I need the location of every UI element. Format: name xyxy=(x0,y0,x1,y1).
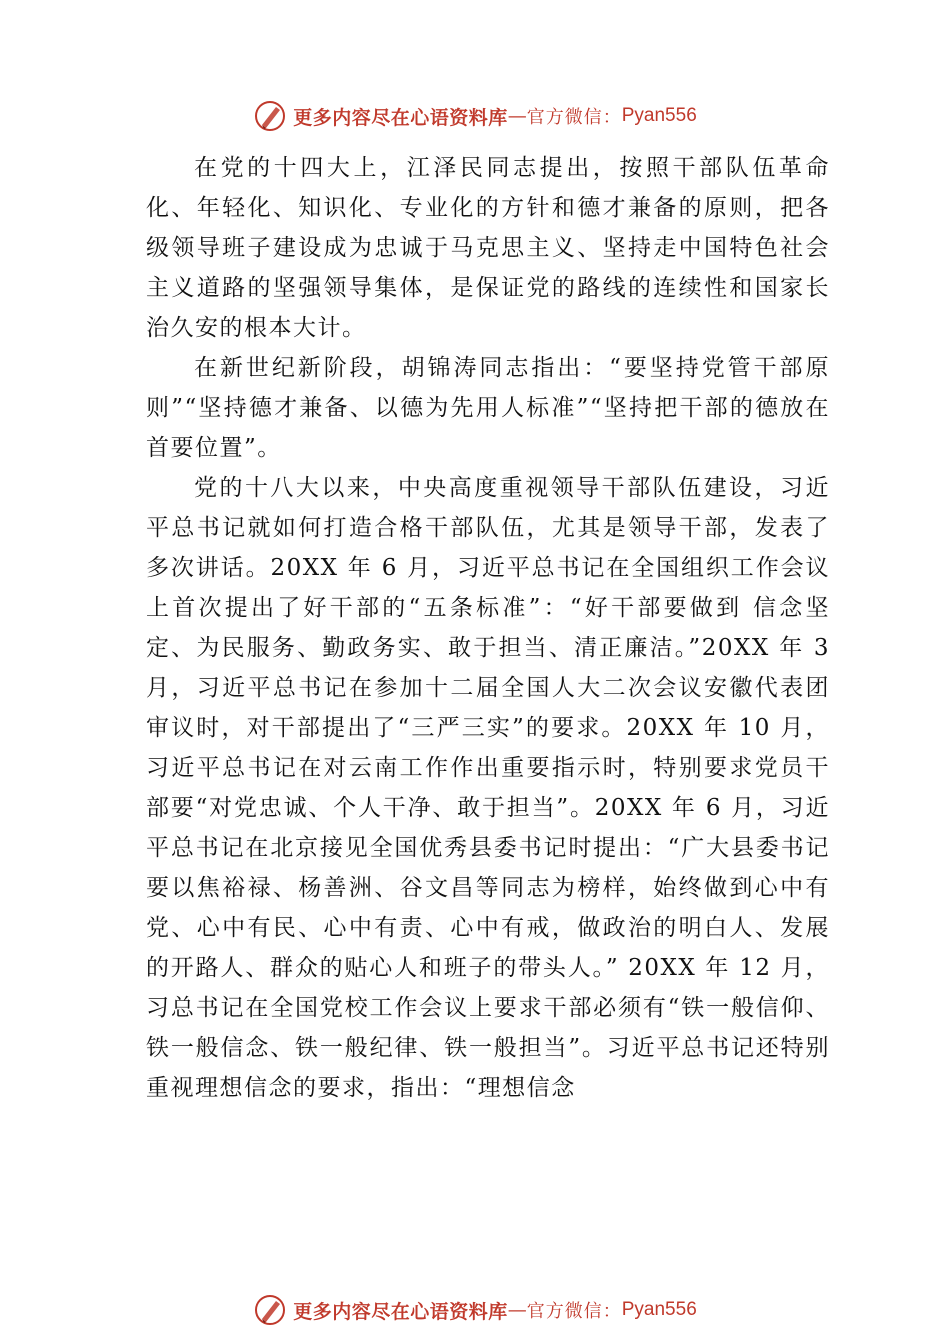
header-watermark xyxy=(0,96,950,136)
paragraph: 党的十八大以来，中央高度重视领导干部队伍建设，习近平总书记就如何打造合格干部队伍，尤其是领导干部，发表了多次讲话。20XX 年 6 月，习近平总书记在全国组织工作会议上首次提出了好干部的“五条标准”：“好干部要做到 信念坚定、为民服务、勤政务实、敢于担当、清正廉洁。”20XX 年 3 月，习近平总书记在参加十二届全国人大二次会议安徽代表团审议时，对干部提出了“三严三实”的要求。20XX 年 10 月，习近平总书记在对云南工作作出重要指示时，特别要求党员干部要“对党忠诚、个人干净、敢于担当”。20XX 年 6 月，习近平总书记在北京接见全国优秀县委书记时提出：“广大县委书记要以焦裕禄、杨善洲、谷文昌等同志为榜样，始终做到心中有党、心中有民、心中有责、心中有戒，做政治的明白人、发展的开路人、群众的贴心人和班子的带头人。” 20XX 年 12 月，习总书记在全国党校工作会议上要求干部必须有“铁一般信仰、铁一般信念、铁一般纪律、铁一般担当”。习近平总书记还特别重视理想信念的要求，指出：“理想信念 xyxy=(146,475,830,1101)
pen-logo-icon xyxy=(253,1293,287,1327)
watermark-sub-text: 官方微信： xyxy=(526,1301,622,1322)
paragraph: 在新世纪新阶段，胡锦涛同志指出：“要坚持党管干部原则”“坚持德才兼备、以德为先用人标准”“坚持把干部的德放在首要位置”。 xyxy=(146,355,830,461)
footer-watermark xyxy=(0,1290,950,1330)
watermark-dash: — xyxy=(507,1299,527,1321)
watermark-wechat-id: Pyan556 xyxy=(621,1299,697,1320)
watermark-main-text: 更多内容尽在心语资料库 xyxy=(293,106,508,129)
pen-logo-icon xyxy=(253,99,287,133)
paragraph: 在党的十四大上，江泽民同志提出，按照干部队伍革命化、年轻化、知识化、专业化的方针和德才兼备的原则，把各级领导班子建设成为忠诚于马克思主义、坚持走中国特色社会主义道路的坚强领导集体，是保证党的路线的连续性和国家长治久安的根本大计。 xyxy=(146,155,830,341)
document-body xyxy=(146,148,830,1108)
watermark-sub-text: 官方微信： xyxy=(526,107,622,128)
watermark-dash: — xyxy=(507,105,527,127)
watermark-wechat-id: Pyan556 xyxy=(621,105,697,126)
watermark-main-text: 更多内容尽在心语资料库 xyxy=(293,1300,508,1323)
